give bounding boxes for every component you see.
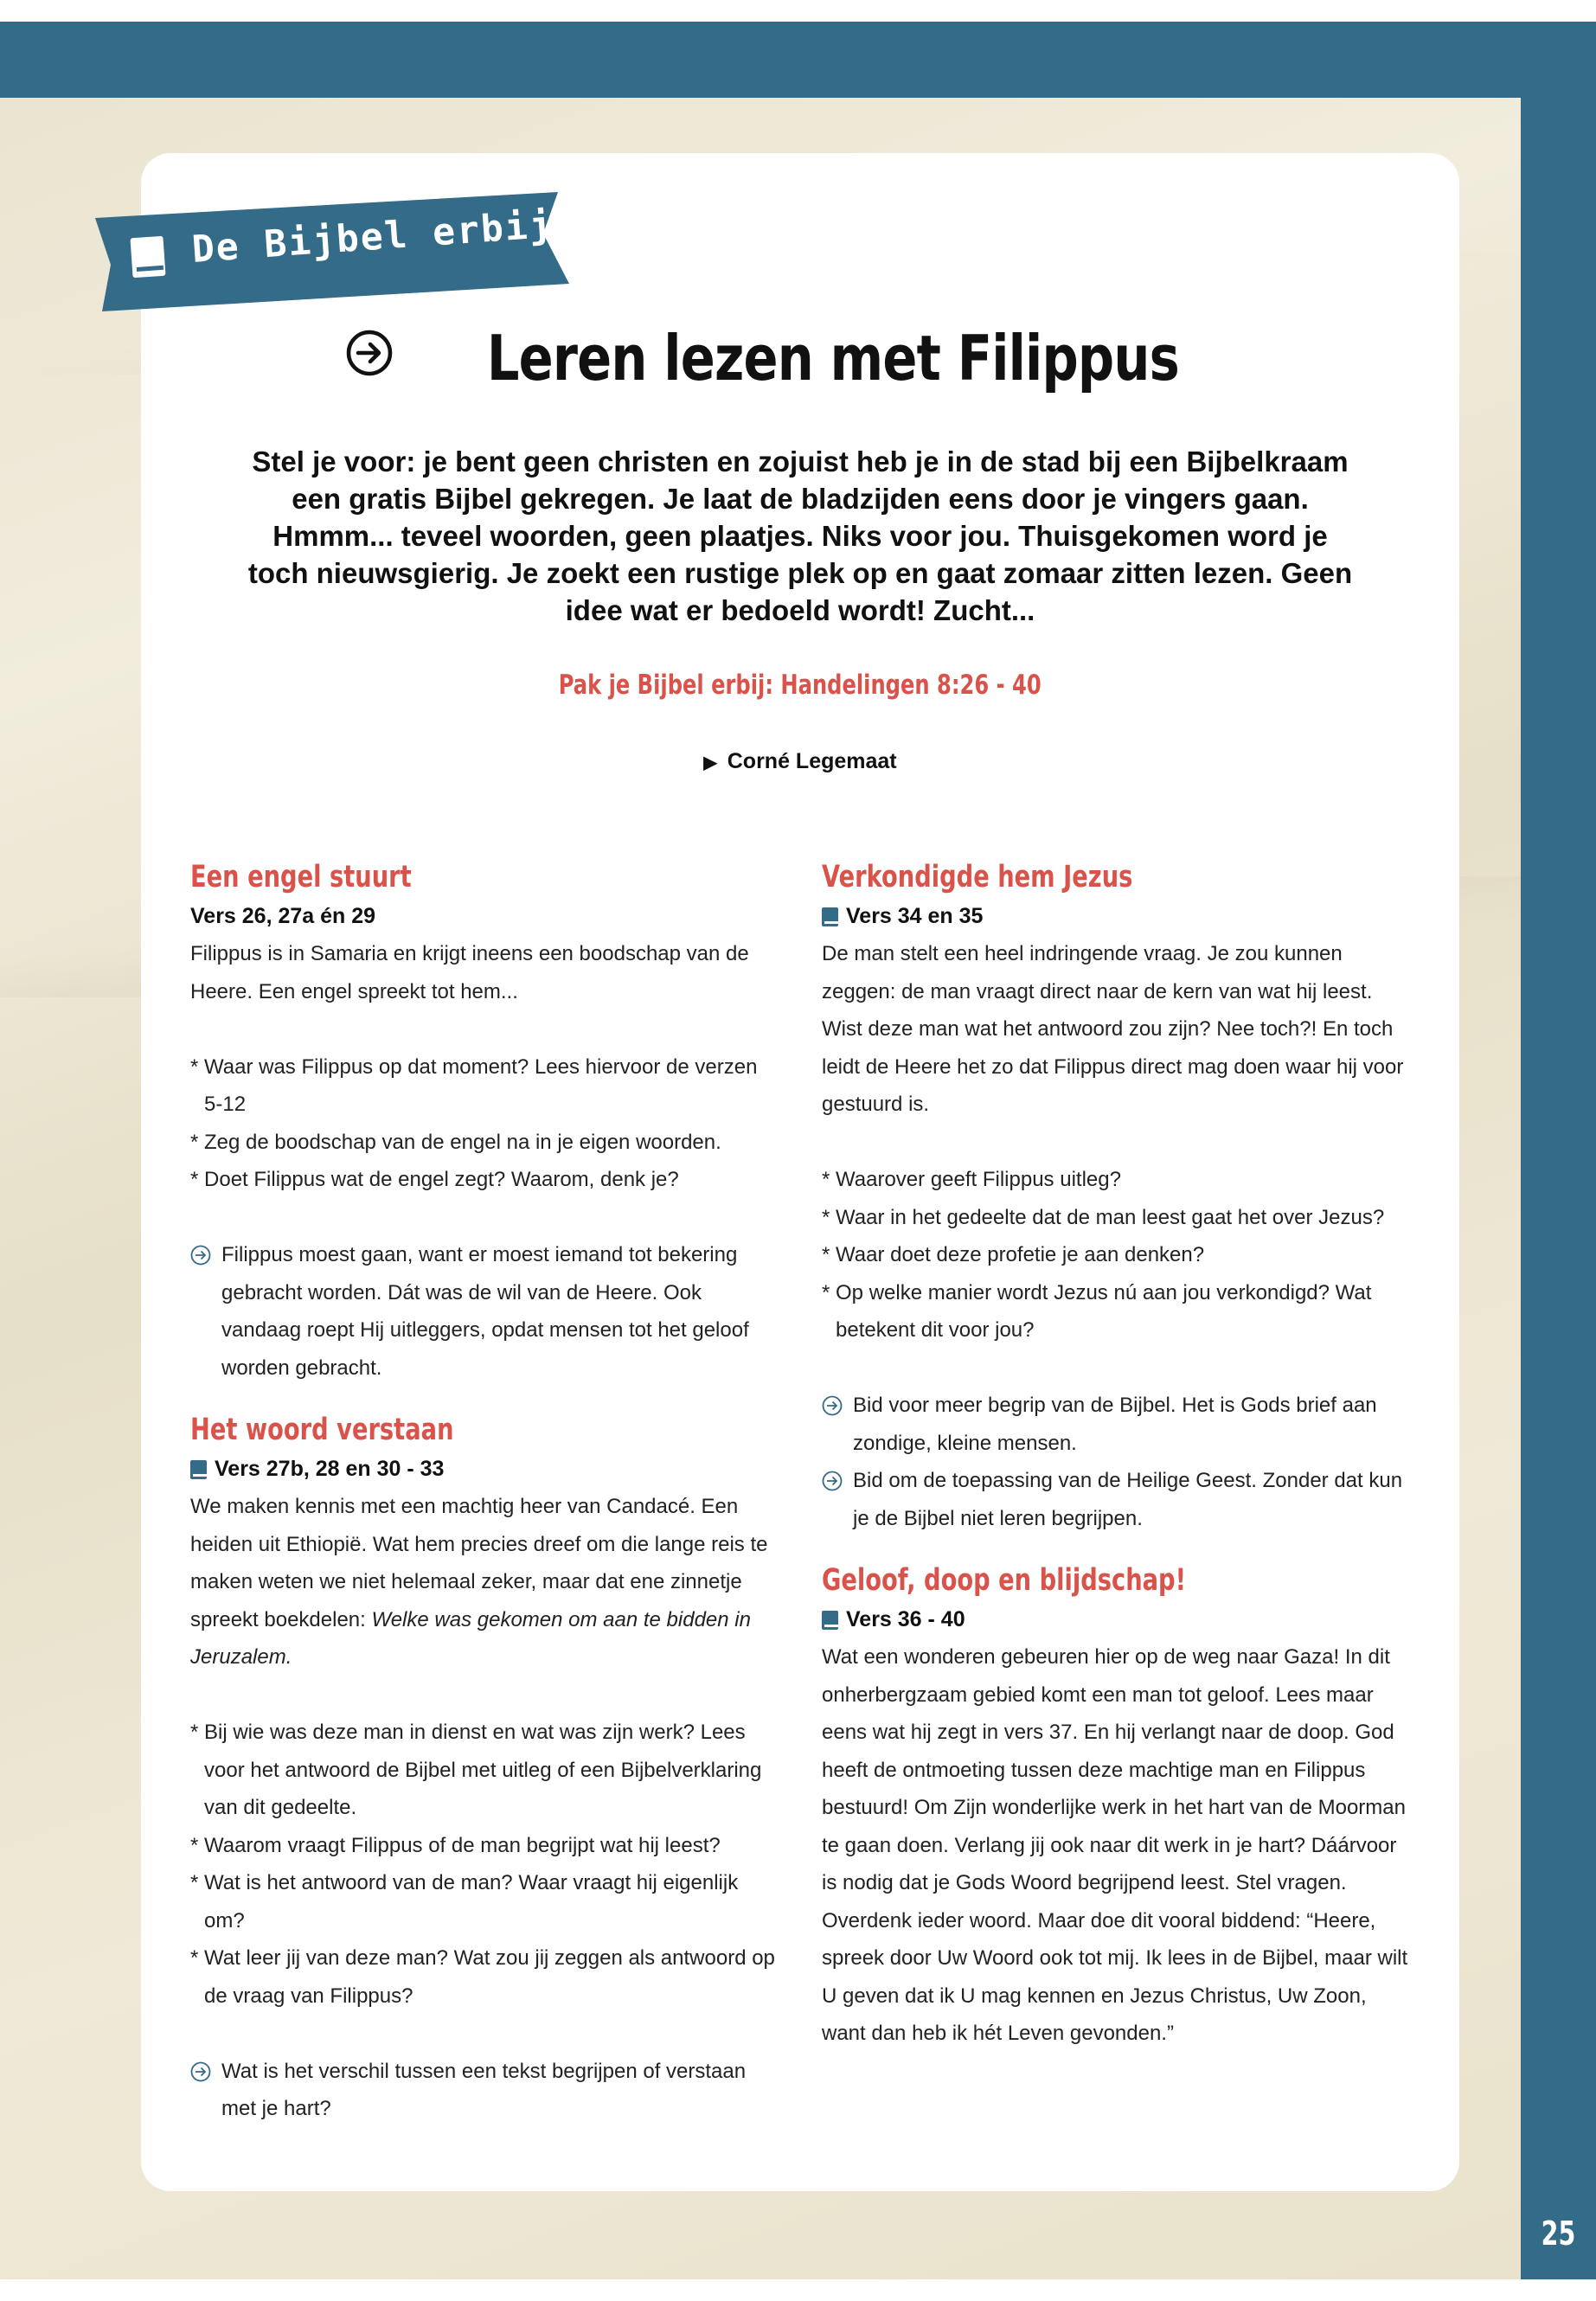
book-icon (130, 236, 165, 279)
arrow-list-item: Filippus moest gaan, want er moest iemand tot bekering gebracht worden. Dát was de wil van de Heere. Ook vandaag roept Hij uitleggers, opdat mensen tot het geloof worden gebracht. (190, 1236, 779, 1387)
book-icon (190, 1460, 207, 1479)
section-paragraph: Wat een wonderen gebeuren hier op de weg naar Gaza! In dit onherbergzaam gebied komt een man tot geloof. Lees maar eens wat hij zegt in vers 37. En hij verlangt naar de doop. God heeft de ontmoeting tussen deze machtige man en Filippus bestuurd! Om Zijn wonderlijke werk in het hart van de Moorman te gaan doen. Verlang jij ook naar dit werk in je hart? Dáárvoor is nodig dat je Gods Woord begrijpend leest. Stel vragen. Overdenk ieder woord. Maar doe dit vooral biddend: “Heere, spreek door Uw Woord ook tot mij. Ik lees in de Bijbel, maar wilt U geven dat ik U mag kennen en Jezus Christus, Uw Zoon, want dan heb ik hét Leven gevonden.” (822, 1645, 1408, 2045)
right-column (822, 856, 1410, 2053)
section-title: Een engel stuurt (190, 860, 412, 894)
top-bar (0, 22, 1596, 98)
arrow-circle-icon (822, 1471, 843, 1491)
left-column (190, 856, 779, 2128)
triangle-icon: ▶ (703, 753, 717, 772)
question-item: * Waar in het gedeelte dat de man leest gaat het over Jezus? (822, 1205, 1385, 1229)
page-number: 25 (1541, 2214, 1576, 2253)
question-item: * Zeg de boodschap van de engel na in je eigen woorden. (190, 1130, 721, 1154)
title-row (141, 322, 1459, 394)
page-title: Leren lezen met Filippus (487, 322, 1180, 394)
question-item: * Waarover geeft Filippus uitleg? (822, 1168, 1121, 1191)
verse-ref: Vers 34 en 35 (822, 898, 1410, 935)
author-line (141, 749, 1459, 774)
author-name: Corné Legemaat (727, 749, 897, 773)
section-banner (95, 192, 569, 313)
verse-ref: Vers 36 - 40 (822, 1601, 1410, 1638)
banner-label: De Bijbel erbij (190, 202, 555, 272)
book-icon (822, 907, 838, 926)
question-item: * Waar doet deze profetie je aan denken? (822, 1243, 1205, 1266)
bible-reference: Pak je Bijbel erbij: Handelingen 8:26 - 40 (559, 670, 1042, 701)
arrow-list-item: Wat is het verschil tussen een tekst begrijpen of verstaan met je hart? (190, 2053, 779, 2128)
arrow-list-item: Bid om de toepassing van de Heilige Geest. Zonder dat kun je de Bijbel niet leren begrijpen. (822, 1462, 1410, 1537)
section-paragraph: We maken kennis met een machtig heer van Candacé. Een heiden uit Ethiopië. Wat hem precies dreef om die lange reis te maken weten we niet helemaal zeker, maar dat ene zinnetje spreekt boekdelen: Welke was gekomen om aan te bidden in Jeruzalem. (190, 1495, 768, 1669)
section-paragraph: De man stelt een heel indringende vraag. Je zou kunnen zeggen: de man vraagt direct naar de kern van wat hij leest. Wist deze man wat het antwoord zou zijn? Nee toch?! En toch leidt de Heere het zo dat Filippus direct mag doen waar hij voor gestuurd is. (822, 942, 1404, 1116)
section-title: Het woord verstaan (190, 1413, 454, 1447)
arrow-circle-icon (190, 2061, 211, 2082)
question-item: * Bij wie was deze man in dienst en wat was zijn werk? Lees voor het antwoord de Bijbel met uitleg of een Bijbelverklaring van dit gedeelte. (190, 1721, 762, 1819)
question-item: * Waarom vraagt Filippus of de man begrijpt wat hij leest? (190, 1833, 721, 1857)
arrow-circle-icon (345, 329, 394, 377)
verse-ref: Vers 26, 27a én 29 (190, 904, 376, 928)
right-bar (1521, 98, 1596, 2279)
question-item: * Doet Filippus wat de engel zegt? Waarom, denk je? (190, 1168, 679, 1191)
section-paragraph: Filippus is in Samaria en krijgt ineens een boodschap van de Heere. Een engel spreekt tot hem... (190, 942, 749, 1003)
arrow-list-item: Bid voor meer begrip van de Bijbel. Het is Gods brief aan zondige, kleine mensen. (822, 1387, 1410, 1462)
section-title: Verkondigde hem Jezus (822, 860, 1133, 894)
book-icon (822, 1611, 838, 1630)
verse-ref: Vers 27b, 28 en 30 - 33 (190, 1451, 779, 1488)
section-title: Geloof, doop en blijdschap! (822, 1563, 1187, 1598)
intro-text: Stel je voor: je bent geen christen en zojuist heb je in de stad bij een Bijbelkraam een gratis Bijbel gekregen. Je laat de bladzijden eens door je vingers gaan. Hmmm... teveel woorden, geen plaatjes. Niks voor jou. Thuisgekomen word je toch nieuwsgierig. Je zoekt een rustige plek op en gaat zomaar zitten lezen. Geen idee wat er bedoeld wordt! Zucht... (247, 445, 1353, 626)
question-item: * Wat leer jij van deze man? Wat zou jij zeggen als antwoord op de vraag van Filippus? (190, 1946, 775, 2008)
arrow-circle-icon (190, 1245, 211, 1266)
question-item: * Op welke manier wordt Jezus nú aan jou verkondigd? Wat betekent dit voor jou? (822, 1280, 1372, 1342)
question-item: * Wat is het antwoord van de man? Waar vraagt hij eigenlijk om? (190, 1871, 739, 1932)
question-item: * Waar was Filippus op dat moment? Lees hiervoor de verzen 5-12 (190, 1054, 758, 1116)
arrow-circle-icon (822, 1395, 843, 1416)
